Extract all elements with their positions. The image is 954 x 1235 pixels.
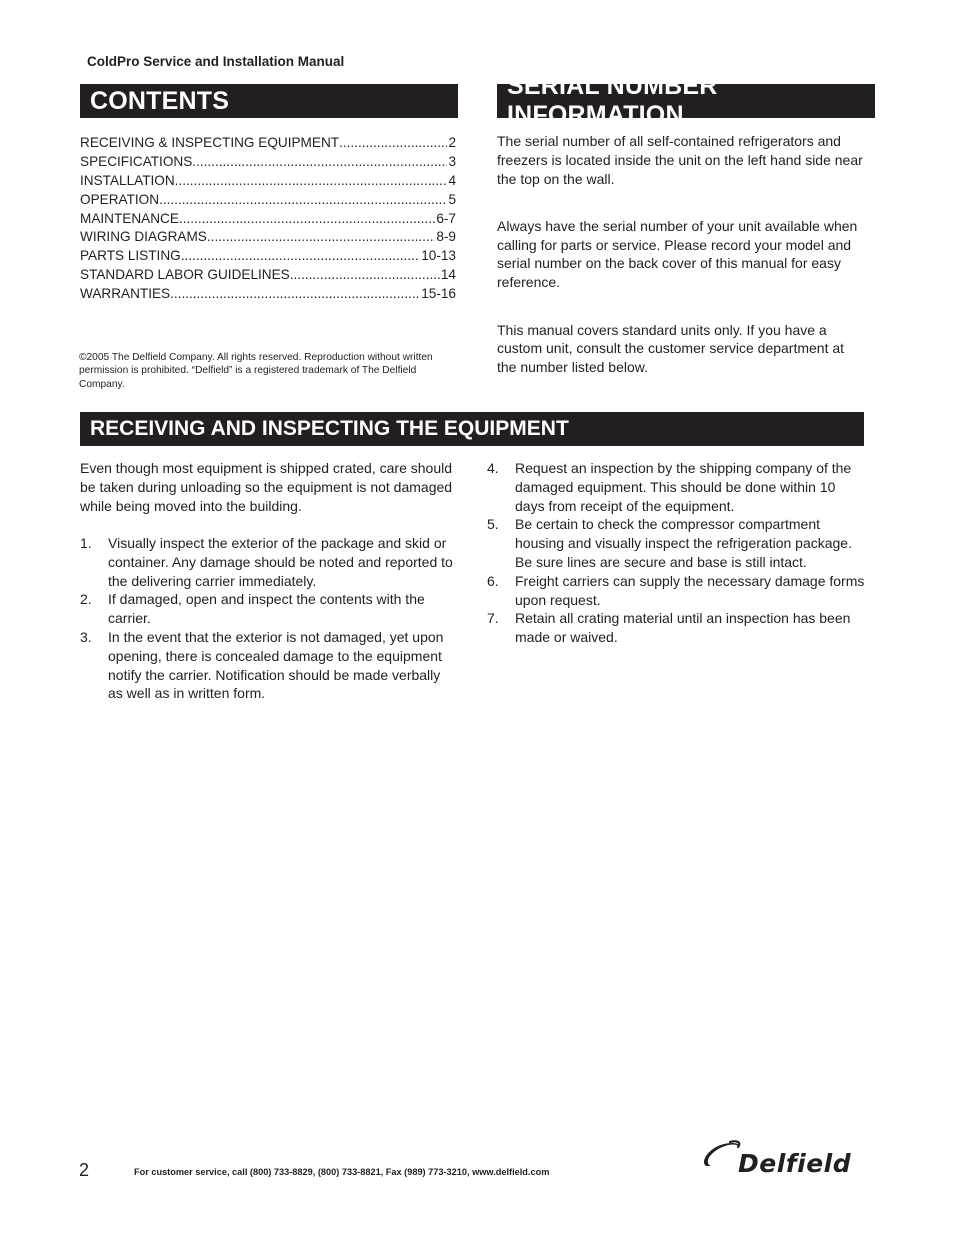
step-number: 2. — [80, 591, 92, 608]
delfield-logo — [700, 1136, 876, 1180]
toc-label: OPERATION — [80, 191, 160, 207]
toc-label: INSTALLATION — [80, 172, 175, 188]
receiving-heading: RECEIVING AND INSPECTING THE EQUIPMENT — [80, 412, 864, 446]
toc-item[interactable] — [80, 173, 456, 192]
toc-item[interactable] — [80, 211, 456, 230]
step-text: In the event that the exterior is not damaged, yet upon opening, there is concealed damage to the equipment notify the carrier. Notification should be made verbally as well as in written form. — [108, 628, 444, 702]
toc-label: MAINTENANCE — [80, 210, 179, 226]
list-item — [487, 572, 865, 610]
serial-number-heading: SERIAL NUMBER INFORMATION — [497, 84, 875, 118]
step-text: Request an inspection by the shipping company of the damaged equipment. This should be done within 10 days from receipt of the equipment. — [515, 460, 852, 514]
list-item — [487, 459, 865, 515]
toc-leader — [175, 173, 448, 188]
toc-item[interactable] — [80, 248, 456, 267]
toc-item[interactable] — [80, 154, 456, 173]
toc-label: SPECIFICATIONS — [80, 153, 193, 169]
toc-page: 14 — [440, 267, 456, 283]
step-text: If damaged, open and inspect the contents with the carrier. — [108, 591, 425, 627]
toc-page: 10-13 — [421, 248, 456, 264]
toc-leader — [207, 229, 435, 244]
inspection-steps-right — [487, 459, 865, 647]
toc-label: STANDARD LABOR GUIDELINES — [80, 267, 290, 283]
toc-leader — [290, 267, 440, 282]
toc-leader — [159, 192, 447, 207]
toc-label: WARRANTIES — [80, 286, 171, 302]
customer-service-contact: For customer service, call (800) 733-8829, (800) 733-8821, Fax (989) 773-3210, www.delfield.com — [134, 1167, 550, 1177]
toc-item[interactable] — [80, 229, 456, 248]
list-item — [487, 515, 865, 571]
toc-leader — [181, 248, 421, 263]
toc-item[interactable] — [80, 286, 456, 305]
step-number: 7. — [487, 610, 499, 627]
contents-heading: CONTENTS — [80, 84, 458, 118]
toc-page: 15-16 — [421, 286, 456, 302]
inspection-steps-left — [80, 534, 458, 703]
toc-page: 2 — [448, 135, 456, 150]
toc-page: 4 — [448, 172, 456, 188]
toc-label: RECEIVING & INSPECTING EQUIPMENT — [80, 135, 340, 150]
copyright-notice: ©2005 The Delfield Company. All rights reserved. Reproduction without written permission is prohibited. “Delfield” is a registered trademark of The Delfield Company. — [79, 352, 433, 390]
toc-page: 6-7 — [436, 210, 456, 226]
toc-item[interactable] — [80, 135, 456, 154]
list-item — [487, 609, 865, 647]
toc-leader — [192, 154, 447, 169]
step-text: Visually inspect the exterior of the package and skid or container. Any damage should be noted and reported to the delivering carrier immediately. — [108, 535, 453, 589]
step-number: 1. — [80, 535, 92, 551]
page-number: 2 — [79, 1160, 90, 1180]
step-text: Retain all crating material until an inspection has been made or waived. — [515, 610, 851, 646]
toc-label: WIRING DIAGRAMS — [80, 229, 207, 245]
toc-leader — [179, 211, 435, 226]
toc-leader — [339, 135, 447, 150]
step-text: Be certain to check the compressor compartment housing and visually inspect the refrigeration package. Be sure lines are secure and base is still intact. — [515, 516, 852, 570]
serial-paragraph: This manual covers standard units only. If you have a custom unit, consult the customer service department at the number listed below. — [497, 321, 845, 376]
running-title: ColdPro Service and Installation Manual — [87, 54, 345, 69]
step-number: 3. — [80, 628, 92, 645]
serial-number-body — [497, 132, 867, 405]
step-number: 5. — [487, 516, 499, 533]
toc-page: 8-9 — [436, 229, 456, 245]
serial-paragraph: Always have the serial number of your unit available when calling for parts or service. Please record your model and serial number on the back cover of this manual for easy reference. — [497, 217, 858, 291]
list-item — [80, 590, 458, 628]
step-number: 4. — [487, 460, 499, 476]
toc-page: 5 — [448, 191, 456, 207]
step-number: 6. — [487, 572, 499, 589]
step-text: Freight carriers can supply the necessary damage forms upon request. — [515, 572, 865, 608]
toc-label: PARTS LISTING — [80, 248, 181, 264]
table-of-contents — [80, 135, 456, 305]
toc-item[interactable] — [80, 192, 456, 211]
toc-leader — [170, 286, 420, 301]
list-item — [80, 534, 458, 590]
toc-page: 3 — [448, 153, 456, 169]
toc-item[interactable] — [80, 267, 456, 286]
serial-paragraph: The serial number of all self-contained refrigerators and freezers is located inside the unit on the left hand side near the top on the wall. — [497, 133, 863, 187]
receiving-intro: Even though most equipment is shipped crated, care should be taken during unloading so the equipment is not damaged while being moved into the building. — [80, 460, 453, 514]
logo-wordmark: Delfield — [738, 1149, 852, 1178]
list-item — [80, 628, 458, 703]
